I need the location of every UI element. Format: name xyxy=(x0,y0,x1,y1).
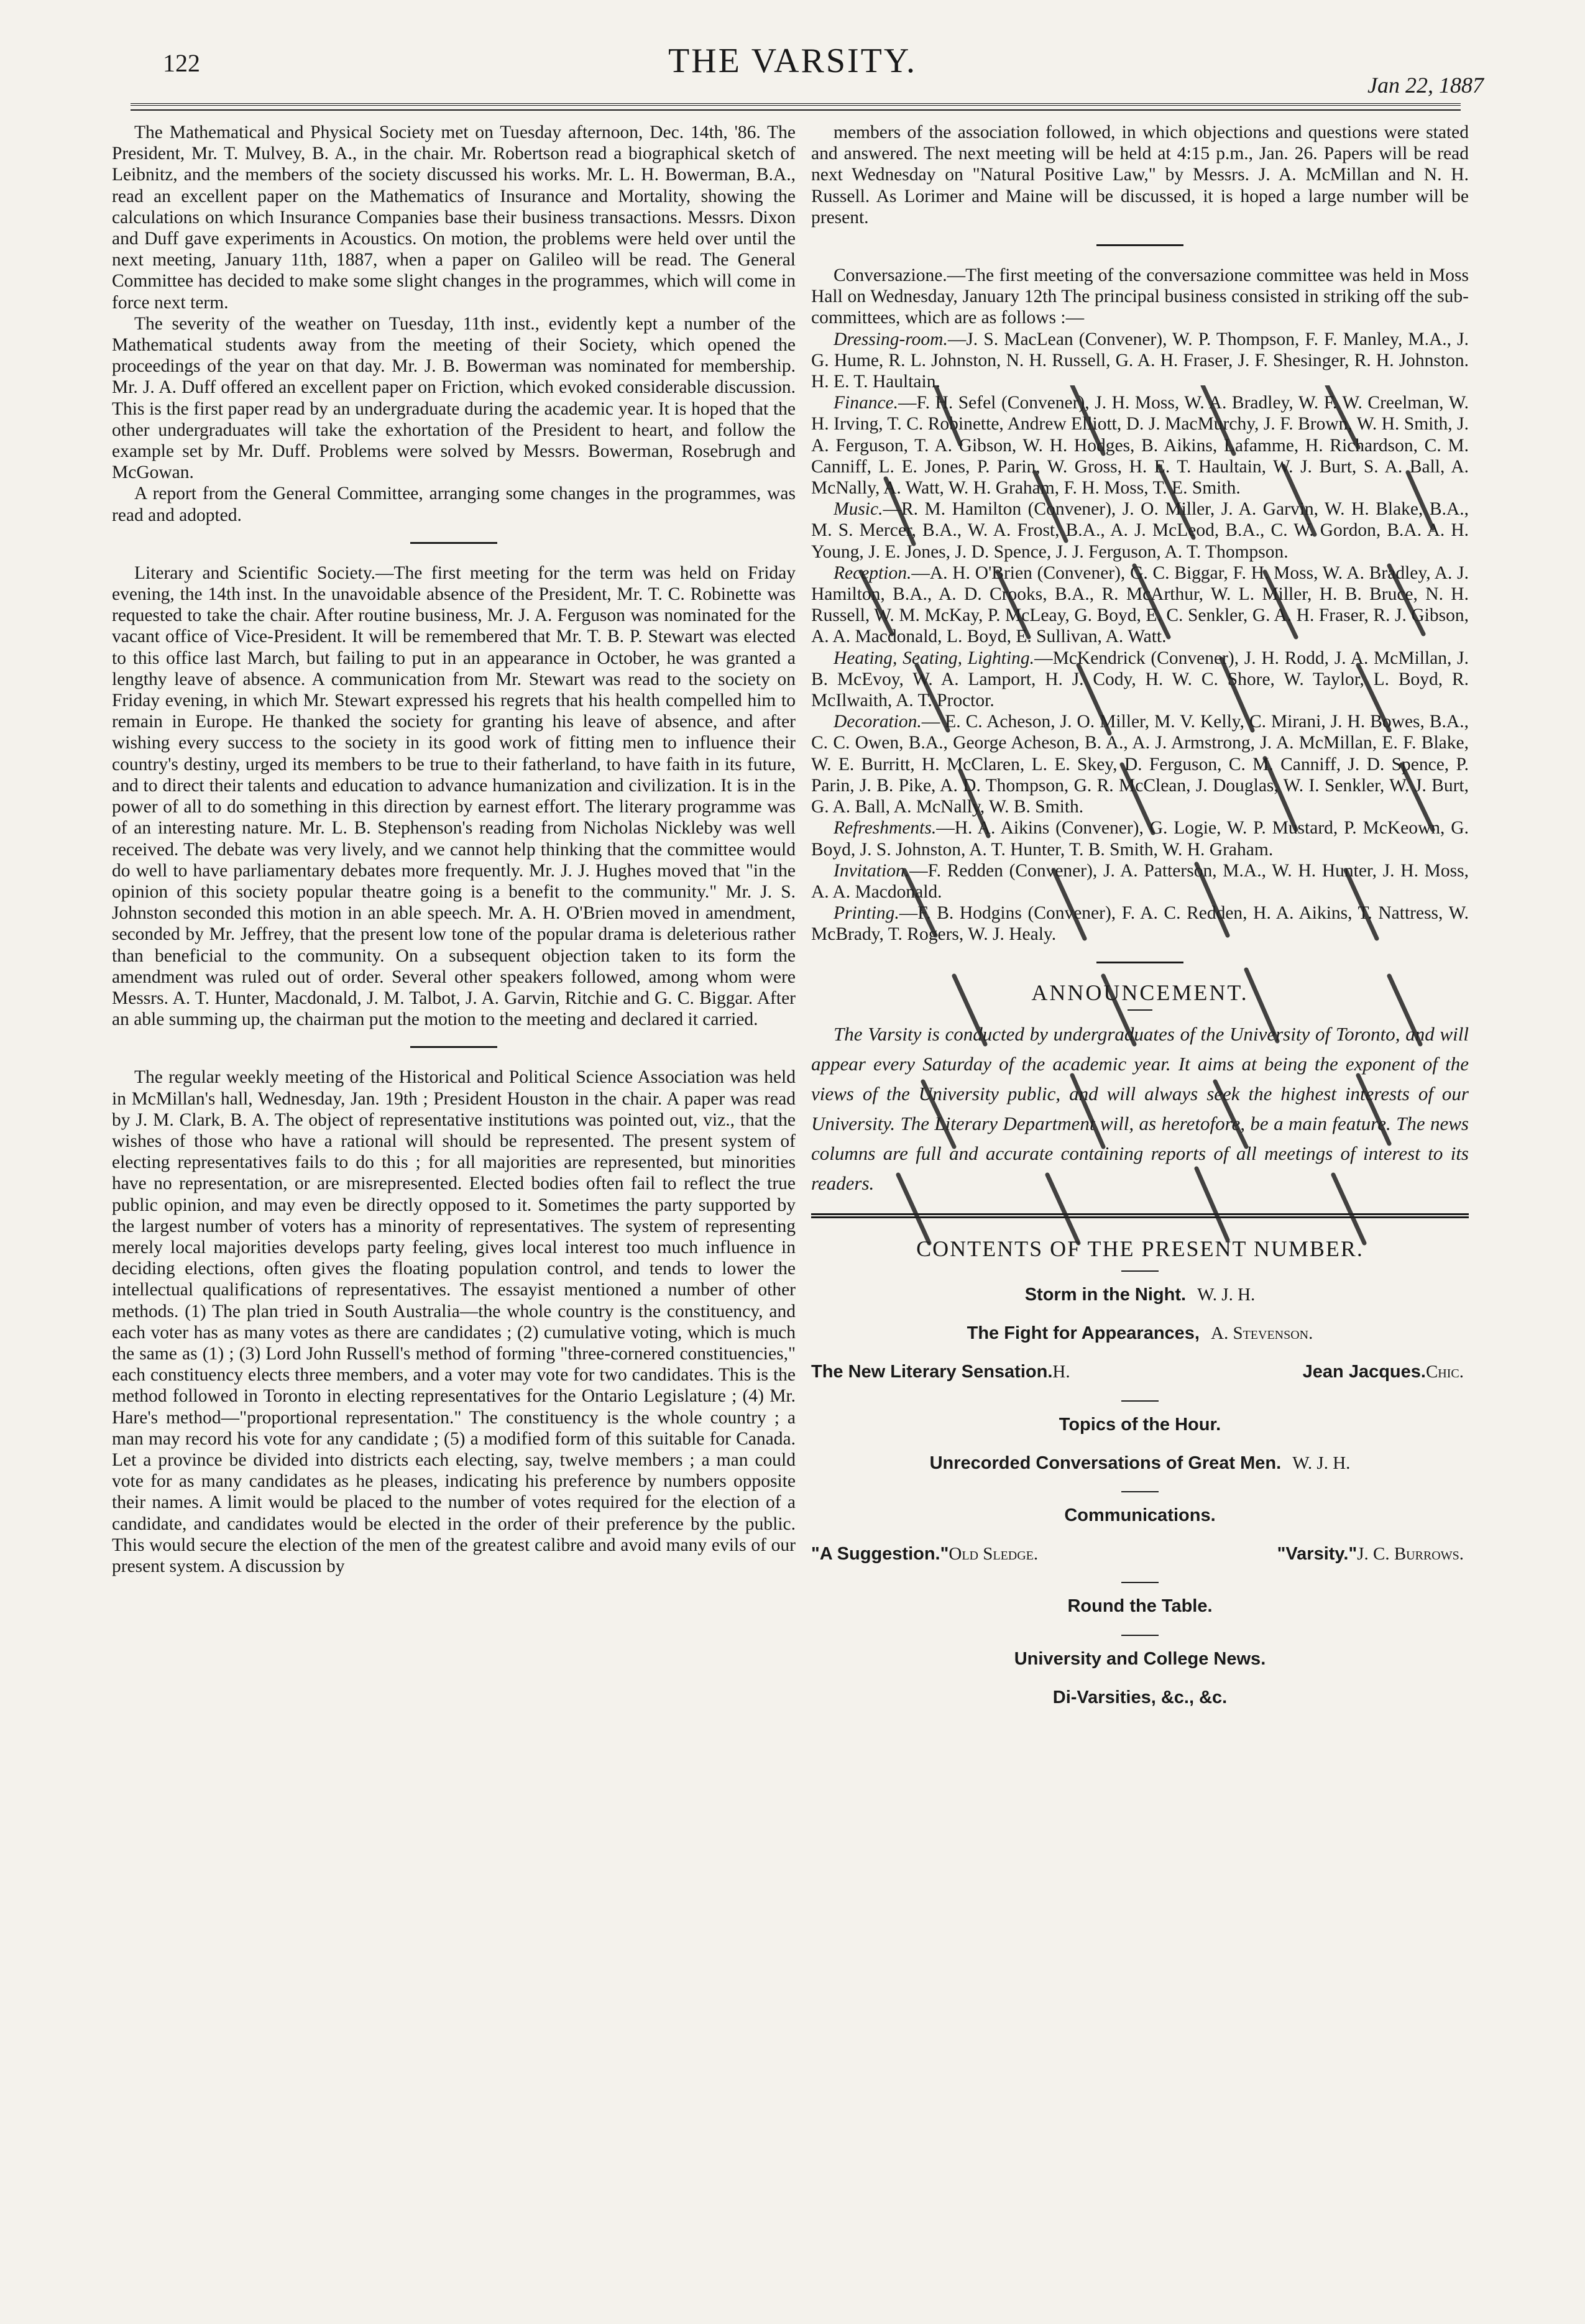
committee-entry: Dressing-room.—J. S. MacLean (Convener), W. P. Thompson, F. F. Manley, M.A., J. G. Hume, R. L. Johnston, N. H. Russell, G. A. H. Fraser, J. F. Shesinger, R. H. Johnston. H. E. T. Haultain. xyxy=(811,329,1469,392)
contents-rule xyxy=(1121,1491,1159,1492)
toc-item: Di-Varsities, &c., &c. xyxy=(1052,1687,1228,1707)
right-column xyxy=(811,122,1469,1725)
section-divider xyxy=(1096,244,1183,246)
section-divider xyxy=(410,1046,497,1048)
contents-rule xyxy=(1121,1270,1159,1272)
toc-item: University and College News. xyxy=(1014,1648,1266,1669)
toc-item: Storm in the Night. W. J. H. xyxy=(1024,1284,1256,1305)
committee-list xyxy=(811,329,1469,945)
committee-entry: Finance.—F. H. Sefel (Convener), J. H. Moss, W. A. Bradley, W. F. W. Creelman, W. H. Irving, T. C. Robinette, Andrew Elliott, D. J. MacMurchy, J. F. Brown, W. H. Smith, J. A. Ferguson, T. A. Gibson, W. H. Hodges, B. Aikins, Lafamme, H. Richardson, C. M. Canniff, L. E. Jones, P. Parin, W. Gross, H. E. T. Haultain, W. J. Burt, S. A. Ball, A. McNally, A. Watt, W. H. Graham, F. H. Moss, T. E. Smith. xyxy=(811,393,1469,498)
toc-item: Round the Table. xyxy=(1067,1596,1213,1617)
math-society-paragraph-3: A report from the General Committee, arranging some changes in the programmes, was read and adopted. xyxy=(112,484,796,525)
toc-item: Topics of the Hour. xyxy=(1059,1414,1221,1435)
conversazione-paragraph: Conversazione.—The first meeting of the conversazione committee was held in Moss Hall on Wednesday, January 12th The principal business consisted in striking off the sub-committees, which are as follows :— xyxy=(811,265,1469,328)
committee-entry: Invitation.—F. Redden (Convener), J. A. Patterson, M.A., W. H. Hunter, J. H. Moss, A. A. Macdonald. xyxy=(811,860,1469,902)
toc-item: Unrecorded Conversations of Great Men. W. J. H. xyxy=(929,1453,1351,1473)
committee-entry: Decoration.— E. C. Acheson, J. O. Miller, M. V. Kelly, C. Mirani, J. H. Bowes, B.A., C. C. Owen, B.A., George Acheson, B. A., A. J. Armstrong, J. A. McMillan, E. F. Blake, W. E. Burritt, H. McClaren, L. E. Skey, D. Ferguson, C. M. Canniff, J. D. Spence, P. Parin, J. B. Pike, A. D. Thompson, G. R. McClean, J. Douglas, W. I. Senkler, W. J. Burt, G. A. Ball, A. McNally, W. B. Smith. xyxy=(811,712,1469,817)
math-society-paragraph: The Mathematical and Physical Society met on Tuesday afternoon, Dec. 14th, '86. The President, Mr. T. Mulvey, B. A., in the chair. Mr. Robertson read a biographical sketch of Leibnitz, and the members of the society discussed his works. Mr. L. H. Bowerman, B.A., read an excellent paper on the Mathematics of Insurance and Mortality, showing the calculations on which Insurance Companies base their business transactions. Messrs. Dixon and Duff gave experiments in Acoustics. On motion, the problems were held over until the next meeting, January 11th, 1887, when a paper on Galileo will be read. The General Committee has decided to make some slight changes in the programmes, which will come in force next term. xyxy=(112,122,796,313)
committee-entry: Heating, Seating, Lighting.—McKendrick (Convener), J. H. Rodd, J. A. McMillan, J. B. McEvoy, W. A. Lamport, H. J. Cody, H. W. C. Shore, W. Taylor, L. Boyd, R. McIlwaith, A. T. Proctor. xyxy=(811,648,1469,711)
committee-entry: Music.—R. M. Hamilton (Convener), J. O. Miller, J. A. Garvin, W. H. Blake, B.A., M. S. Mercer, B.A., W. A. Frost, B.A., A. J. McLeod, B.A., C. W. Gordon, B.A. A. H. Young, J. E. Jones, J. D. Spence, J. J. Ferguson, A. T. Thompson. xyxy=(811,499,1469,562)
announcement-heading: ANNOUNCEMENT. xyxy=(1031,980,1249,1005)
header-rule xyxy=(131,103,1461,111)
committee-entry: Printing.—F. B. Hodgins (Convener), F. A. C. Redden, H. A. Aikins, T. Nattress, W. McBrady, T. Rogers, W. J. Healy. xyxy=(811,903,1469,945)
contents-rule xyxy=(1121,1400,1159,1402)
math-society-paragraph-2: The severity of the weather on Tuesday, 11th inst., evidently kept a number of the Mathematical students away from the meeting of their Society, which opened the proceedings of the year on that day. Mr. J. B. Bowerman was nominated for membership. Mr. J. A. Duff offered an excellent paper on Friction, which evoked considerable discussion. This is the first paper read by an undergraduate during the academic year. It is hoped that the other undergraduates will take the exhortation of the President to heart, and follow the example set by Mr. Duff. Problems were solved by Messrs. Bowerman, Rosebrugh and McGowan. xyxy=(112,313,796,483)
contents-rule-bottom xyxy=(811,1216,1469,1218)
contents-rule xyxy=(1121,1635,1159,1636)
left-column xyxy=(112,122,796,1577)
announcement-rule xyxy=(1128,1009,1152,1011)
committee-entry: Reception.—A. H. O'Brien (Convener), G. C. Biggar, F. H. Moss, W. A. Bradley, A. J. Hamilton, B.A., A. D. Crooks, B.A., R. McArthur, W. L. Miller, H. B. Bruce, N. H. Russell, W. M. McKay, P. McLeay, G. Boyd, E. C. Senkler, G. A. H. Fraser, R. J. Gibson, A. A. Macdonald, L. Boyd, E. Sullivan, A. Watt. xyxy=(811,563,1469,647)
section-divider xyxy=(410,542,497,544)
announcement-text: The Varsity is conducted by undergraduates of the University of Toronto, and will appear every Saturday of the academic year. It aims at being the exponent of the views of the University public, and will always seek the highest interests of our University. The Literary Department will, as heretofore, be a main feature. The news columns are full and accurate containing reports of all meetings of interest to its readers. xyxy=(811,1022,1469,1194)
political-science-paragraph: The regular weekly meeting of the Historical and Political Science Association was held in McMillan's hall, Wednesday, Jan. 19th ; President Houston in the chair. A paper was read by J. M. Clark, B. A. The object of representative institutions was pointed out, viz., that the wishes of those who have a rational will should be represented. The present system of electing representatives fails to do this ; for all majorities are represented, but minorities have no representation, or are misrepresented. Elected bodies often fail to reflect the true public opinion, and may even be directly opposed to it. Sometimes the party supported by the largest number of voters has a minority of representatives. The system of representing merely local majorities develops party feeling, gives local interest too much influence in deciding elections, often gives the floating population control, and tends to lower the intellectual qualifications of representatives. The essayist mentioned a number of other methods. (1) The plan tried in South Australia—the whole country is the constituency, and each voter has as many votes as there are candidates ; (2) cumulative voting, which is much the same as (1) ; (3) Lord John Russell's method of forming "three-cornered constituencies," each constituency elects three members, and a voter may vote for two candidates. This is the method followed in Toronto in electing representatives for the Ontario Legislature ; (4) Mr. Hare's method—"proportional representation." The constituency is the whole country ; a man may record his vote for any candidate ; (5) a modified form of this suitable for Canada. Let a province be divided into districts each electing, say, twelve members ; a man could vote for as many candidates as he pleases, indicating his preference by numbers opposite their names. A limit would be placed to the number of votes required for the election of a candidate, and candidates would be elected in the order of their preference by the public. This would secure the election of the men of the greatest calibre and avoid many evils of our present system. A discussion by xyxy=(112,1067,796,1576)
masthead-title: THE VARSITY. xyxy=(668,42,917,80)
literary-society-paragraph: Literary and Scientific Society.—The first meeting for the term was held on Friday evening, the 14th inst. In the unavoidable absence of the President, Mr. T. C. Robinette was requested to take the chair. After routine business, Mr. J. A. Ferguson was nominated for the vacant office of Vice-President. It will be remembered that Mr. T. B. P. Stewart was elected to this office last March, but failing to put in an appearance in October, he was granted a lengthy leave of absence. A communication from Mr. Stewart was read to the society on Friday evening, in which Mr. Stewart expressed his regrets that his health compelled him to remain in Europe. He thanked the society for granting his leave of absence, and after wishing every success to the society in its good work of fitting men to influence their country's destiny, urged its members to be true to their fatherland, to have faith in its future, and to direct their talents and education to advance humanization and civilization. It is in the power of all to do something in this direction by earnest effort. The literary programme was of an interesting nature. Mr. L. B. Stephenson's reading from Nicholas Nickleby was well received. The debate was very lively, and we cannot help thinking that the committee would do well to have parliamentary debates more frequently. Mr. J. J. Hughes moved that "in the opinion of this society popular theatre going is a benefit to the community." Mr. J. S. Johnston seconded this motion in an able speech. Mr. A. H. O'Brien moved in amendment, seconded by Mr. Jeffrey, that the present low tone of the popular drama is deleterious rather than beneficial to the community. On a subsequent objection taken to its form the amendment was ruled out of order. Several other speakers followed, among whom were Messrs. A. T. Hunter, Macdonald, J. M. Talbot, J. A. Garvin, Ritchie and G. C. Biggar. After an able summing up, the chairman put the motion to the meeting and declared it carried. xyxy=(112,563,796,1030)
contents-heading: CONTENTS OF THE PRESENT NUMBER. xyxy=(916,1236,1364,1261)
toc-item-row: "A Suggestion."Old Sledge. "Varsity."J. C. Burrows. xyxy=(811,1544,1464,1564)
toc-item: The Fight for Appearances, A. Stevenson. xyxy=(967,1323,1313,1344)
section-divider xyxy=(1096,962,1183,963)
contents-rule xyxy=(1121,1582,1159,1583)
page-number: 122 xyxy=(163,49,200,77)
toc-item: Communications. xyxy=(1064,1505,1216,1525)
issue-date: Jan 22, 1887 xyxy=(1367,73,1484,98)
committee-entry: Refreshments.—H. A. Aikins (Convener), G. Logie, W. P. Mustard, P. McKeown, G. Boyd, J. S. Johnston, A. T. Hunter, T. B. Smith, W. H. Graham. xyxy=(811,818,1469,860)
contents-rule-top xyxy=(811,1213,1469,1215)
association-continued-paragraph: members of the association followed, in which objections and questions were stated and answered. The next meeting will be held at 4:15 p.m., Jan. 26. Papers will be read next Wednesday on "Natural Positive Law," by Messrs. J. A. McMillan and N. H. Russell. As Lorimer and Maine will be discussed, it is hoped a large number will be present. xyxy=(811,122,1469,227)
toc-item-row: The New Literary Sensation.H. Jean Jacques.Chic. xyxy=(811,1362,1464,1382)
